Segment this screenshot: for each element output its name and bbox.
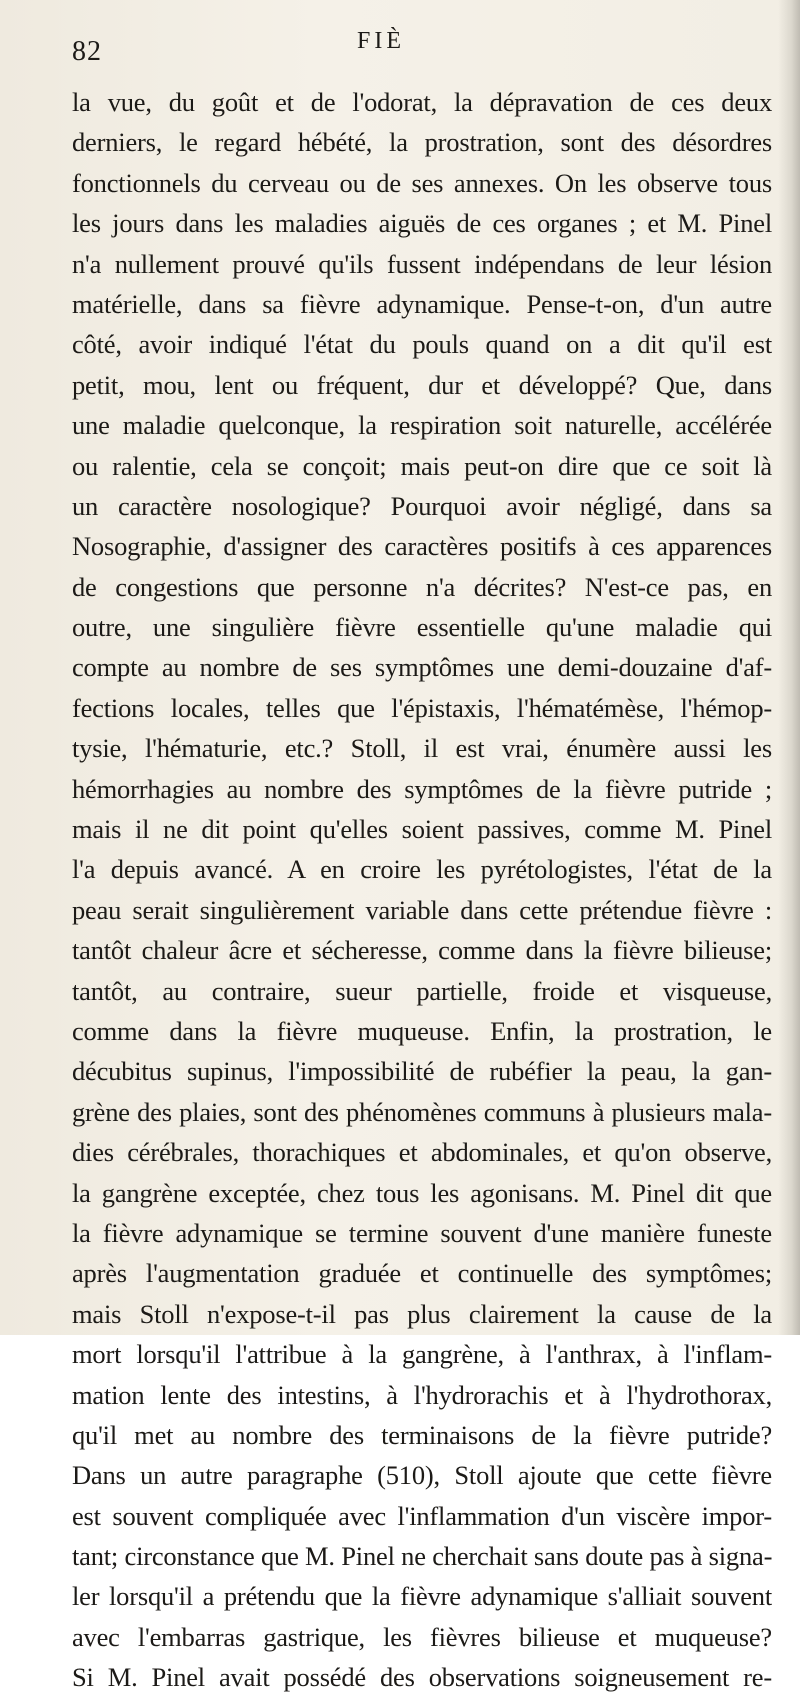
text-line: mais il ne dit point qu'elles soient passives, comme M. Pinel — [72, 814, 772, 845]
text-line: Nosographie, d'assigner des caractères positifs à ces apparences — [72, 531, 772, 562]
body-text — [72, 82, 772, 1698]
text-line: derniers, le regard hébété, la prostration, sont des désordres — [72, 127, 772, 158]
text-line: comme dans la fièvre muqueuse. Enfin, la prostration, le — [72, 1015, 772, 1046]
text-line: décubitus supinus, l'impossibilité de rubéfier la peau, la gan- — [72, 1056, 772, 1087]
text-line: tantôt chaleur âcre et sécheresse, comme dans la fièvre bilieuse; — [72, 935, 772, 966]
page-number: 82 — [72, 36, 102, 67]
running-title: FIÈ — [357, 28, 405, 54]
text-line: mais Stoll n'expose-t-il pas plus clairement la cause de la — [72, 1298, 772, 1329]
text-line: un caractère nosologique? Pourquoi avoir négligé, dans sa — [72, 490, 772, 521]
running-head — [72, 28, 682, 67]
text-line: une maladie quelconque, la respiration soit naturelle, accélérée — [72, 410, 772, 441]
text-line: compte au nombre de ses symptômes une demi-douzaine d'af- — [72, 652, 772, 683]
text-line: la vue, du goût et de l'odorat, la dépravation de ces deux — [72, 87, 772, 117]
text-line: outre, une singulière fièvre essentielle qu'une maladie qui — [72, 612, 772, 643]
text-line: est souvent compliquée avec l'inflammation d'un viscère impor- — [72, 1500, 772, 1531]
text-line: grène des plaies, sont des phénomènes communs à plusieurs mala- — [72, 1096, 772, 1127]
text-line: la gangrène exceptée, chez tous les agonisans. M. Pinel dit que — [72, 1177, 772, 1208]
text-line: fections locales, telles que l'épistaxis, l'hématémèse, l'hémop- — [72, 692, 772, 723]
text-line: tysie, l'hématurie, etc.? Stoll, il est vrai, énumère aussi les — [72, 733, 772, 764]
text-line: petit, mou, lent ou fréquent, dur et développé? Que, dans — [72, 369, 772, 400]
text-line: matérielle, dans sa fièvre adynamique. Pense-t-on, d'un autre — [72, 288, 772, 319]
page-edge-shadow — [778, 0, 800, 1335]
text-line: tant; circonstance que M. Pinel ne cherchait sans doute pas à signa- — [72, 1541, 772, 1572]
text-line: mort lorsqu'il l'attribue à la gangrène, à l'anthrax, à l'inflam- — [72, 1339, 772, 1370]
text-line: hémorrhagies au nombre des symptômes de la fièvre putride ; — [72, 773, 772, 804]
text-line: n'a nullement prouvé qu'ils fussent indépendans de leur lésion — [72, 248, 772, 279]
text-line: après l'augmentation graduée et continuelle des symptômes; — [72, 1258, 772, 1289]
text-line: l'a depuis avancé. A en croire les pyrétologistes, l'état de la — [72, 854, 772, 885]
text-line: qu'il met au nombre des terminaisons de la fièvre putride? — [72, 1419, 772, 1450]
text-line: avec l'embarras gastrique, les fièvres bilieuse et muqueuse? — [72, 1621, 772, 1652]
text-line: les jours dans les maladies aiguës de ces organes ; et M. Pinel — [72, 208, 772, 239]
text-line: ou ralentie, cela se conçoit; mais peut-on dire que ce soit là — [72, 450, 772, 481]
text-line: la fièvre adynamique se termine souvent d'une manière funeste — [72, 1217, 772, 1248]
text-line: tantôt, au contraire, sueur partielle, froide et visqueuse, — [72, 975, 772, 1006]
text-line: Dans un autre paragraphe (510), Stoll ajoute que cette fièvre — [72, 1460, 772, 1491]
text-line: Si M. Pinel avait possédé des observations soigneusement re- — [72, 1662, 772, 1693]
text-line: fonctionnels du cerveau ou de ses annexes. On les observe tous — [72, 167, 772, 198]
text-line: dies cérébrales, thorachiques et abdominales, et qu'on observe, — [72, 1137, 772, 1168]
text-line: côté, avoir indiqué l'état du pouls quand on a dit qu'il est — [72, 329, 772, 360]
text-line: mation lente des intestins, à l'hydrorachis et à l'hydrothorax, — [72, 1379, 772, 1410]
text-line: peau serait singulièrement variable dans cette prétendue fièvre : — [72, 894, 772, 925]
text-line: de congestions que personne n'a décrites? N'est-ce pas, en — [72, 571, 772, 602]
text-line: ler lorsqu'il a prétendu que la fièvre adynamique s'alliait souvent — [72, 1581, 772, 1612]
